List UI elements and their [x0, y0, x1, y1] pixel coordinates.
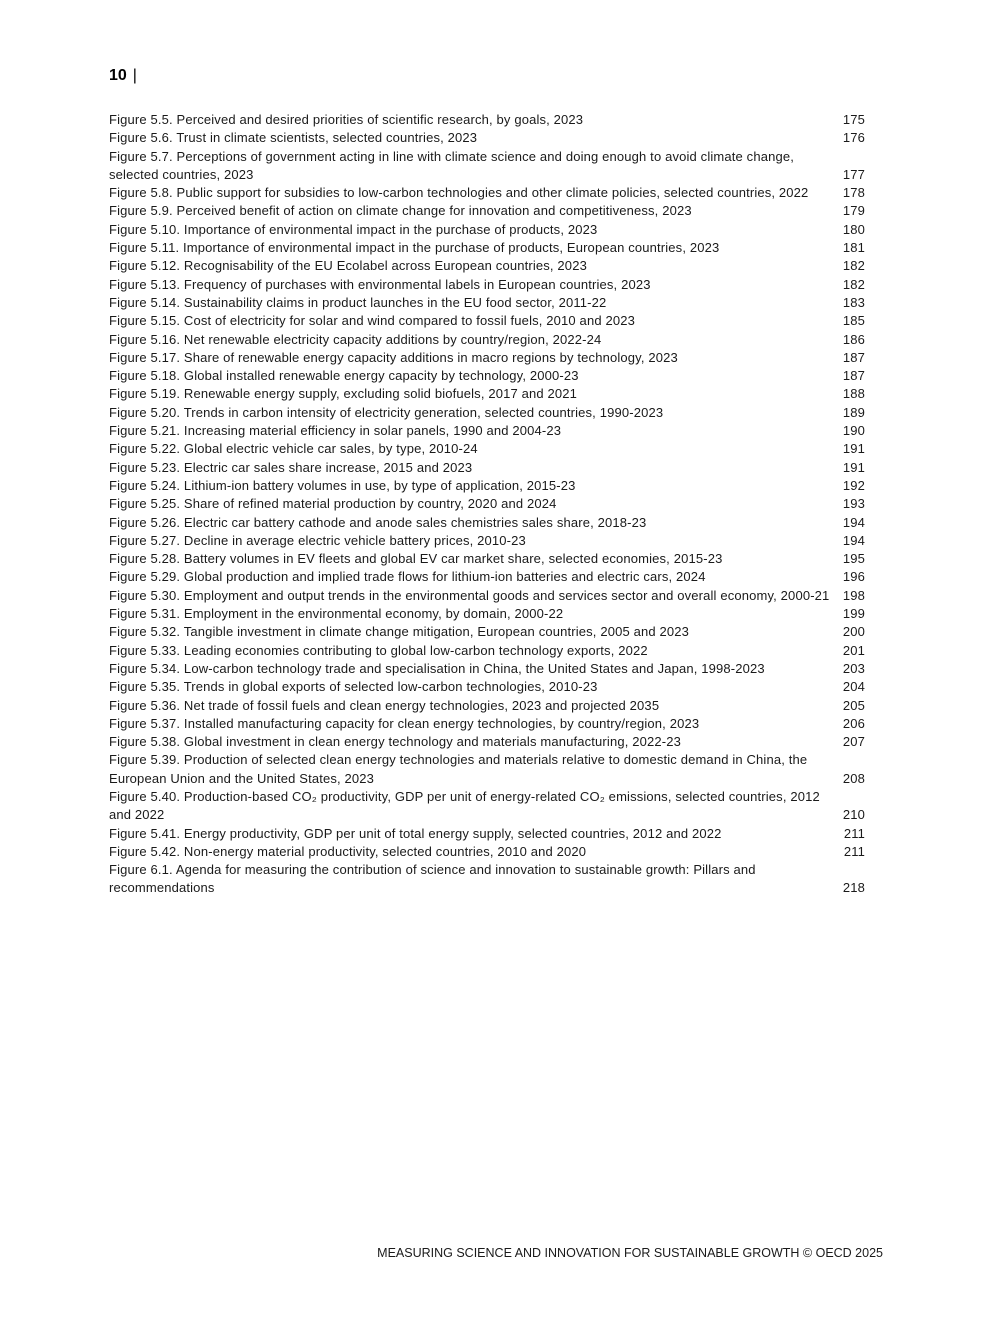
toc-entry-page-number[interactable]: 176	[842, 130, 865, 146]
toc-entry[interactable]	[109, 184, 865, 202]
toc-entry-page-number[interactable]: 205	[842, 697, 865, 713]
toc-entry-page-number[interactable]: 183	[842, 294, 865, 310]
toc-entry-title[interactable]: Figure 5.13. Frequency of purchases with environmental labels in European countries, 2023	[109, 276, 651, 292]
toc-entry-page-number[interactable]: 188	[842, 386, 865, 402]
toc-entry[interactable]	[109, 514, 865, 532]
toc-entry[interactable]	[109, 294, 865, 312]
toc-entry[interactable]	[109, 349, 865, 367]
toc-entry-title[interactable]: Figure 5.34. Low-carbon technology trade and specialisation in China, the United States and Japan, 1998-2023	[109, 660, 765, 676]
toc-entry-page-number[interactable]: 194	[842, 532, 865, 548]
toc-entry-page-number[interactable]: 211	[843, 843, 865, 859]
toc-entry[interactable]	[109, 404, 865, 422]
toc-entry-page-number[interactable]: 192	[842, 477, 865, 493]
toc-entry-title[interactable]: Figure 5.39. Production of selected clean energy technologies and materials relative to domestic demand in China, the European Union and the United States, 2023	[109, 752, 808, 786]
toc-entry-title[interactable]: Figure 5.14. Sustainability claims in product launches in the EU food sector, 2011-22	[109, 294, 607, 310]
toc-entry-title[interactable]: Figure 5.11. Importance of environmental impact in the purchase of products, European countries, 2023	[109, 240, 720, 256]
toc-entry-title[interactable]: Figure 5.26. Electric car battery cathode and anode sales chemistries sales share, 2018-23	[109, 514, 647, 530]
toc-entry-page-number[interactable]: 180	[842, 221, 865, 237]
toc-entry-page-number[interactable]: 204	[842, 679, 865, 695]
toc-entry[interactable]	[109, 129, 865, 147]
toc-entry-title[interactable]: Figure 5.21. Increasing material efficiency in solar panels, 1990 and 2004-23	[109, 423, 562, 439]
toc-entry-title[interactable]: Figure 5.23. Electric car sales share increase, 2015 and 2023	[109, 459, 473, 475]
toc-entry[interactable]	[109, 660, 865, 678]
toc-entry-page-number[interactable]: 203	[842, 660, 865, 676]
toc-entry-title[interactable]: Figure 5.15. Cost of electricity for solar and wind compared to fossil fuels, 2010 and 2023	[109, 313, 635, 329]
toc-entry[interactable]	[109, 678, 865, 696]
toc-entry[interactable]	[109, 623, 865, 641]
toc-entry-title[interactable]: Figure 5.29. Global production and implied trade flows for lithium-ion batteries and electric cars, 2024	[109, 569, 706, 585]
toc-entry-title[interactable]: Figure 5.19. Renewable energy supply, excluding solid biofuels, 2017 and 2021	[109, 386, 578, 402]
list-of-figures	[109, 111, 865, 898]
toc-entry-page-number[interactable]: 201	[842, 642, 865, 658]
toc-entry-page-number[interactable]: 200	[842, 624, 865, 640]
toc-entry-title[interactable]: Figure 5.42. Non-energy material productivity, selected countries, 2010 and 2020	[109, 843, 587, 859]
toc-entry[interactable]	[109, 751, 865, 788]
toc-entry-title[interactable]: Figure 5.18. Global installed renewable energy capacity by technology, 2000-23	[109, 368, 579, 384]
toc-entry-page-number[interactable]: 191	[842, 459, 865, 475]
toc-entry-page-number[interactable]: 182	[842, 276, 865, 292]
toc-entry[interactable]	[109, 715, 865, 733]
toc-entry[interactable]	[109, 861, 865, 898]
toc-entry[interactable]	[109, 111, 865, 129]
toc-entry-title[interactable]: Figure 5.28. Battery volumes in EV fleets and global EV car market share, selected economies, 2015-23	[109, 551, 723, 567]
toc-entry-title[interactable]: Figure 5.40. Production-based CO₂ productivity, GDP per unit of energy-related CO₂ emissions, selected countries, 2012 and 2022	[109, 788, 820, 823]
toc-entry[interactable]	[109, 459, 865, 477]
toc-entry-page-number[interactable]: 206	[842, 715, 865, 731]
toc-entry[interactable]	[109, 568, 865, 586]
page-footer: MEASURING SCIENCE AND INNOVATION FOR SUSTAINABLE GROWTH © OECD 2025	[377, 1246, 883, 1260]
toc-entry-page-number[interactable]: 199	[842, 606, 865, 622]
toc-entry[interactable]	[109, 495, 865, 513]
toc-entry-title[interactable]: Figure 6.1. Agenda for measuring the contribution of science and innovation to sustainable growth: Pillars and recommendations	[109, 862, 756, 896]
toc-entry-page-number[interactable]: 179	[842, 203, 865, 219]
toc-entry-page-number[interactable]: 182	[842, 258, 865, 274]
toc-entry-title[interactable]: Figure 5.8. Public support for subsidies to low-carbon technologies and other climate policies, selected countries, 2022	[109, 185, 809, 201]
toc-entry[interactable]	[109, 532, 865, 550]
toc-entry-title[interactable]: Figure 5.33. Leading economies contributing to global low-carbon technology exports, 2022	[109, 642, 648, 658]
toc-entry-page-number[interactable]: 177	[842, 166, 865, 182]
toc-entry-page-number[interactable]: 187	[842, 368, 865, 384]
toc-entry-page-number[interactable]: 186	[842, 331, 865, 347]
toc-entry-page-number[interactable]: 187	[842, 349, 865, 365]
toc-entry[interactable]	[109, 642, 865, 660]
toc-entry-title[interactable]: Figure 5.9. Perceived benefit of action on climate change for innovation and competitiveness, 2023	[109, 203, 692, 219]
page-header	[109, 66, 137, 86]
toc-entry-page-number[interactable]: 208	[842, 770, 865, 786]
toc-entry-title[interactable]: Figure 5.35. Trends in global exports of selected low-carbon technologies, 2010-23	[109, 679, 598, 695]
toc-entry-page-number[interactable]: 178	[842, 185, 865, 201]
toc-entry-page-number[interactable]: 218	[842, 880, 865, 896]
toc-entry-title[interactable]: Figure 5.16. Net renewable electricity capacity additions by country/region, 2022-24	[109, 331, 602, 347]
header-separator: |	[132, 67, 137, 84]
toc-entry-page-number[interactable]: 181	[842, 240, 865, 256]
toc-entry-title[interactable]: Figure 5.38. Global investment in clean energy technology and materials manufacturing, 2022-23	[109, 734, 681, 750]
toc-entry[interactable]	[109, 477, 865, 495]
toc-entry[interactable]	[109, 697, 865, 715]
toc-entry[interactable]	[109, 605, 865, 623]
toc-entry[interactable]	[109, 440, 865, 458]
toc-entry-page-number[interactable]: 194	[842, 514, 865, 530]
toc-entry-title[interactable]: Figure 5.7. Perceptions of government acting in line with climate science and doing enough to avoid climate change, selected countries, 2023	[109, 148, 794, 182]
toc-entry[interactable]	[109, 788, 865, 825]
toc-entry[interactable]	[109, 587, 865, 605]
toc-entry-page-number[interactable]: 193	[842, 496, 865, 512]
toc-entry-title[interactable]: Figure 5.12. Recognisability of the EU Ecolabel across European countries, 2023	[109, 258, 587, 274]
toc-entry-page-number[interactable]: 196	[842, 569, 865, 585]
toc-entry-title[interactable]: Figure 5.25. Share of refined material production by country, 2020 and 2024	[109, 496, 557, 512]
toc-entry-page-number[interactable]: 191	[842, 441, 865, 457]
toc-entry[interactable]	[109, 312, 865, 330]
toc-entry[interactable]	[109, 257, 865, 275]
toc-entry-title[interactable]: Figure 5.36. Net trade of fossil fuels and clean energy technologies, 2023 and projected 2035	[109, 697, 660, 713]
toc-entry[interactable]	[109, 367, 865, 385]
toc-entry[interactable]	[109, 843, 865, 861]
toc-entry-title[interactable]: Figure 5.24. Lithium-ion battery volumes in use, by type of application, 2015-23	[109, 477, 576, 493]
toc-entry[interactable]	[109, 825, 865, 843]
toc-entry-page-number[interactable]: 210	[842, 807, 865, 823]
page-number: 10	[109, 67, 127, 84]
toc-entry[interactable]	[109, 148, 865, 185]
toc-entry[interactable]	[109, 331, 865, 349]
toc-entry-page-number[interactable]: 211	[843, 825, 865, 841]
toc-entry[interactable]	[109, 422, 865, 440]
toc-entry-page-number[interactable]: 190	[842, 423, 865, 439]
toc-entry-title[interactable]: Figure 5.41. Energy productivity, GDP per unit of total energy supply, selected countries, 2012 and 2022	[109, 825, 722, 841]
toc-entry[interactable]	[109, 733, 865, 751]
toc-entry[interactable]	[109, 221, 865, 239]
toc-entry-title[interactable]: Figure 5.10. Importance of environmental impact in the purchase of products, 2023	[109, 221, 598, 237]
toc-entry-page-number[interactable]: 175	[842, 112, 865, 127]
toc-entry-title[interactable]: Figure 5.30. Employment and output trends in the environmental goods and services sector and overall economy, 2000-21	[109, 587, 830, 603]
toc-entry-title[interactable]: Figure 5.22. Global electric vehicle car sales, by type, 2010-24	[109, 441, 478, 457]
toc-entry-page-number[interactable]: 198	[842, 587, 865, 603]
toc-entry-title[interactable]: Figure 5.27. Decline in average electric vehicle battery prices, 2010-23	[109, 532, 526, 548]
toc-entry-title[interactable]: Figure 5.5. Perceived and desired priorities of scientific research, by goals, 2023	[109, 112, 584, 127]
toc-entry-page-number[interactable]: 185	[842, 313, 865, 329]
toc-entry-page-number[interactable]: 207	[842, 734, 865, 750]
toc-entry[interactable]	[109, 276, 865, 294]
toc-entry-title[interactable]: Figure 5.32. Tangible investment in climate change mitigation, European countries, 2005 and 2023	[109, 624, 690, 640]
toc-entry-title[interactable]: Figure 5.6. Trust in climate scientists, selected countries, 2023	[109, 130, 478, 146]
toc-entry-title[interactable]: Figure 5.37. Installed manufacturing capacity for clean energy technologies, by country/region, 2023	[109, 715, 700, 731]
toc-entry-title[interactable]: Figure 5.20. Trends in carbon intensity of electricity generation, selected countries, 1990-2023	[109, 404, 664, 420]
toc-entry[interactable]	[109, 550, 865, 568]
toc-entry[interactable]	[109, 385, 865, 403]
toc-entry-title[interactable]: Figure 5.31. Employment in the environmental economy, by domain, 2000-22	[109, 606, 564, 622]
toc-entry[interactable]	[109, 239, 865, 257]
toc-entry-page-number[interactable]: 189	[842, 404, 865, 420]
toc-entry-title[interactable]: Figure 5.17. Share of renewable energy capacity additions in macro regions by technology, 2023	[109, 349, 678, 365]
toc-entry[interactable]	[109, 202, 865, 220]
toc-entry-page-number[interactable]: 195	[842, 551, 865, 567]
